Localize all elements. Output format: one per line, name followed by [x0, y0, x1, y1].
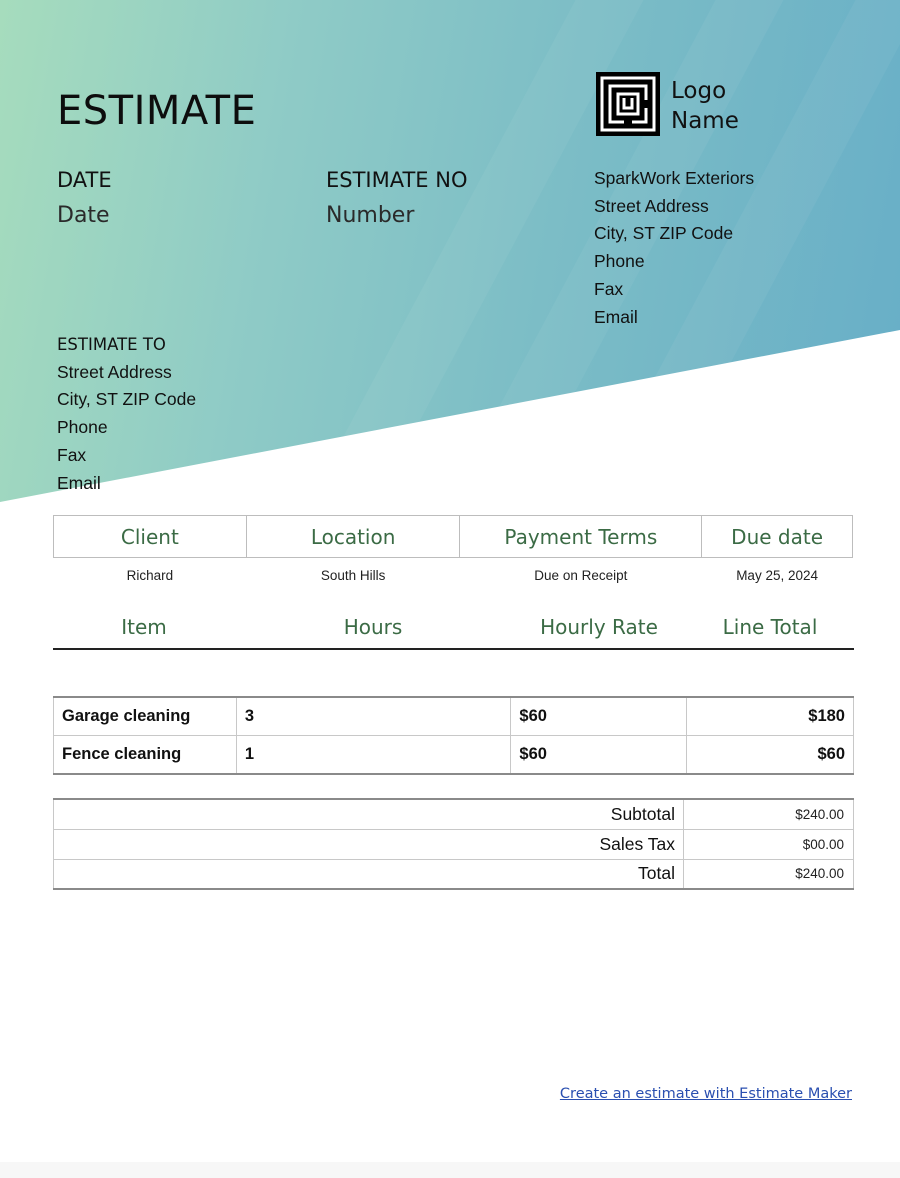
total-label: Total — [54, 859, 684, 889]
page-bottom-band — [0, 1162, 900, 1178]
location-value: South Hills — [320, 568, 386, 584]
item-hours: 3 — [236, 697, 511, 736]
estimate-to-block — [57, 331, 196, 497]
company-name: SparkWork Exteriors — [594, 168, 755, 188]
payment-terms-value: Due on Receipt — [534, 568, 628, 584]
hours-column-header: Hours — [343, 615, 403, 639]
client-info-value-row — [54, 558, 853, 588]
estimate-to-email: Email — [57, 472, 101, 493]
client-value: Richard — [126, 568, 174, 584]
sales-tax-value: $00.00 — [684, 829, 854, 859]
totals-table — [53, 798, 854, 890]
sales-tax-row — [54, 829, 854, 859]
sales-tax-label: Sales Tax — [54, 829, 684, 859]
due-date-header: Due date — [702, 516, 853, 558]
company-phone: Phone — [594, 251, 645, 272]
client-info-table — [53, 515, 853, 588]
estimate-to-label: ESTIMATE TO — [57, 335, 166, 354]
logo-line-2: Name — [671, 108, 739, 134]
logo-line-1: Logo — [671, 78, 727, 104]
company-city: City, ST ZIP Code — [594, 223, 734, 244]
estimate-number-label: ESTIMATE NO — [326, 168, 468, 192]
subtotal-row — [54, 799, 854, 829]
estimate-to-fax: Fax — [57, 444, 87, 465]
date-value: Date — [57, 203, 110, 228]
subtotal-value: $240.00 — [684, 799, 854, 829]
item-rate: $60 — [511, 697, 687, 736]
total-value: $240.00 — [684, 859, 854, 889]
estimate-to-phone: Phone — [57, 417, 108, 438]
client-header: Client — [54, 516, 247, 558]
estimate-to-street: Street Address — [57, 361, 172, 382]
estimate-to-city: City, ST ZIP Code — [57, 389, 197, 410]
logo-name — [671, 76, 739, 136]
due-date-value: May 25, 2024 — [736, 568, 818, 584]
items-header — [53, 612, 854, 650]
total-row — [54, 859, 854, 889]
line-items-table — [53, 696, 854, 775]
location-header: Location — [246, 516, 460, 558]
company-street: Street Address — [594, 195, 709, 216]
maze-logo-icon — [596, 72, 660, 136]
client-info-header-row — [54, 516, 853, 558]
payment-terms-header: Payment Terms — [460, 516, 702, 558]
table-row — [54, 697, 854, 736]
table-row — [54, 736, 854, 775]
item-line-total: $60 — [687, 736, 854, 775]
estimate-number-value: Number — [326, 203, 415, 228]
document-title: ESTIMATE — [57, 88, 257, 134]
item-rate: $60 — [511, 736, 687, 775]
item-name: Garage cleaning — [54, 697, 237, 736]
subtotal-label: Subtotal — [54, 799, 684, 829]
hourly-rate-column-header: Hourly Rate — [540, 615, 658, 639]
item-line-total: $180 — [687, 697, 854, 736]
item-hours: 1 — [236, 736, 511, 775]
item-name: Fence cleaning — [54, 736, 237, 775]
line-total-column-header: Line Total — [722, 615, 818, 639]
company-info — [594, 165, 754, 331]
date-label: DATE — [57, 168, 112, 192]
estimate-maker-link[interactable]: Create an estimate with Estimate Maker — [559, 1086, 852, 1102]
company-email: Email — [594, 306, 638, 327]
company-fax: Fax — [594, 278, 624, 299]
item-column-header: Item — [121, 615, 167, 639]
